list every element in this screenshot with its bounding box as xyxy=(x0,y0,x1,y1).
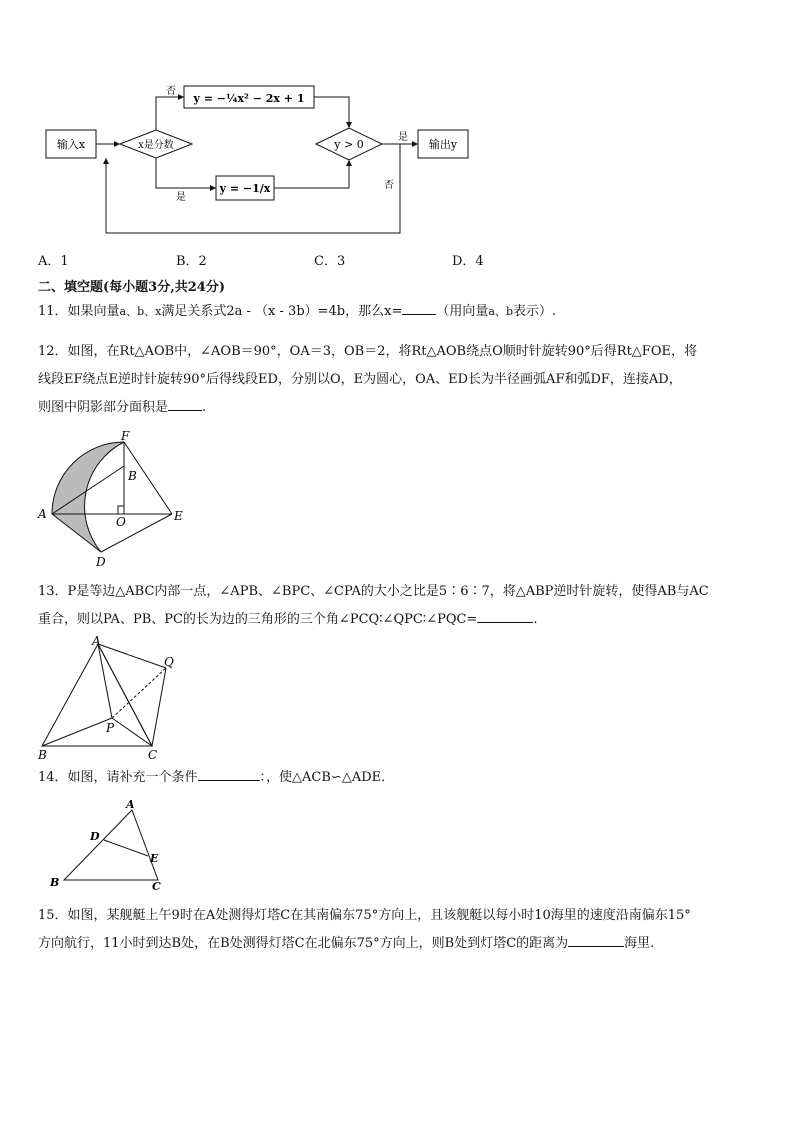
question-15 xyxy=(38,902,758,958)
flow-formula-bottom-text: y = −1/x xyxy=(219,182,271,195)
q10-options xyxy=(38,250,638,268)
flow-label-no-top: 否 xyxy=(166,86,176,97)
q13-line2: 重合，则以PA、PB、PC的长为边的三角形的三个角∠PCQ∶∠QPC∶∠PQC= xyxy=(38,612,478,627)
flow-input-text: 输入x xyxy=(56,138,86,151)
flow-label-yes-bottom: 是 xyxy=(176,192,186,203)
question-12 xyxy=(38,338,758,422)
q11-pre: 11．如果向量 xyxy=(38,304,120,319)
q12-label-o: O xyxy=(116,515,126,529)
q13-line2-end: . xyxy=(533,612,538,627)
q14-post: ：，使△ACB∽△ADE． xyxy=(259,770,395,785)
q11-vectors: a、b、x xyxy=(119,305,162,318)
q12-label-f: F xyxy=(121,430,130,443)
flow-label-no-right: 否 xyxy=(384,180,394,191)
q15-line2-end: 海里. xyxy=(624,936,655,951)
q12-line3: 则图中阴影部分面积是 xyxy=(38,400,169,415)
flow-decision1-text: x是分数 xyxy=(138,140,174,151)
q12-shaded-region xyxy=(52,442,124,552)
q12-line1: 12．如图，在Rt△AOB中，∠AOB＝90°，OA＝3，OB＝2，将Rt△AOB绕点O顺时针旋转90°后得Rt△FOE，将 xyxy=(38,344,697,359)
q13-label-b: B xyxy=(38,748,47,762)
q14-label-c: C xyxy=(152,880,161,893)
q11-x-eq: x= xyxy=(384,304,403,319)
flow-output-text: 输出y xyxy=(428,138,458,151)
q14-answer-blank[interactable] xyxy=(198,766,260,781)
q14-label-a: A xyxy=(126,798,135,811)
q11-post: （用向量 xyxy=(436,304,489,319)
q14-label-d: D xyxy=(90,830,100,843)
flow-formula-top-text: y = −¼x² − 2x + 1 xyxy=(193,92,305,105)
q14-figure xyxy=(46,798,176,894)
q14-label-b: B xyxy=(50,876,60,889)
q15-answer-blank[interactable] xyxy=(568,932,624,947)
q13-answer-blank[interactable] xyxy=(477,608,533,623)
option-d: D．4 xyxy=(452,254,484,269)
q12-figure xyxy=(34,430,194,570)
q12-label-b: B xyxy=(128,469,137,483)
section-title: 二、填空题(每小题3分,共24分) xyxy=(38,280,225,295)
flow-decision2-text: y > 0 xyxy=(334,138,364,151)
q13-label-q: Q xyxy=(164,655,174,669)
flow-label-yes-right: 是 xyxy=(398,132,408,143)
option-b: B．2 xyxy=(176,254,207,269)
q12-label-a: A xyxy=(38,507,47,521)
q15-line2: 方向航行，11小时到达B处，在B处测得灯塔C在北偏东75°方向上，则B处到灯塔C的距离为 xyxy=(38,936,569,951)
q11-answer-blank[interactable] xyxy=(402,300,436,315)
q15-line1: 15．如图，某舰艇上午9时在A处测得灯塔C在其南偏东75°方向上，且该舰艇以每小时10海里的速度沿南偏东15° xyxy=(38,908,691,923)
option-a: A．1 xyxy=(38,254,69,269)
q12-line3-end: . xyxy=(202,400,207,415)
question-13 xyxy=(38,578,758,634)
option-c: C．3 xyxy=(314,254,346,269)
q14-pre: 14．如图，请补充一个条件 xyxy=(38,770,198,785)
q12-label-e: E xyxy=(174,509,183,523)
question-11 xyxy=(38,298,758,326)
q12-label-d: D xyxy=(96,555,106,569)
q11-end: 表示）. xyxy=(513,304,557,319)
q14-label-e: E xyxy=(150,852,159,865)
q13-figure xyxy=(34,636,184,762)
flowchart xyxy=(40,78,480,248)
q12-line2: 线段EF绕点E逆时针旋转90°后得线段ED，分别以O，E为圆心，OA、ED长为半径画弧AF和弧DF，连接AD， xyxy=(38,372,682,387)
q13-label-c: C xyxy=(148,748,158,762)
q11-then: ，那么 xyxy=(345,304,385,319)
q11-equation: 2a - （x - 3b）=4b xyxy=(226,304,346,319)
q13-line1: 13．P是等边△ABC内部一点，∠APB、∠BPC、∠CPA的大小之比是5∶6∶7，将△ABP逆时针旋转，使得AB与AC xyxy=(38,584,709,599)
q13-label-p: P xyxy=(106,721,115,735)
question-14 xyxy=(38,764,758,792)
q11-ab: a、b xyxy=(488,305,513,318)
q12-answer-blank[interactable] xyxy=(168,396,202,411)
q13-label-a: A xyxy=(92,636,101,648)
q11-mid: 满足关系式 xyxy=(161,304,227,319)
